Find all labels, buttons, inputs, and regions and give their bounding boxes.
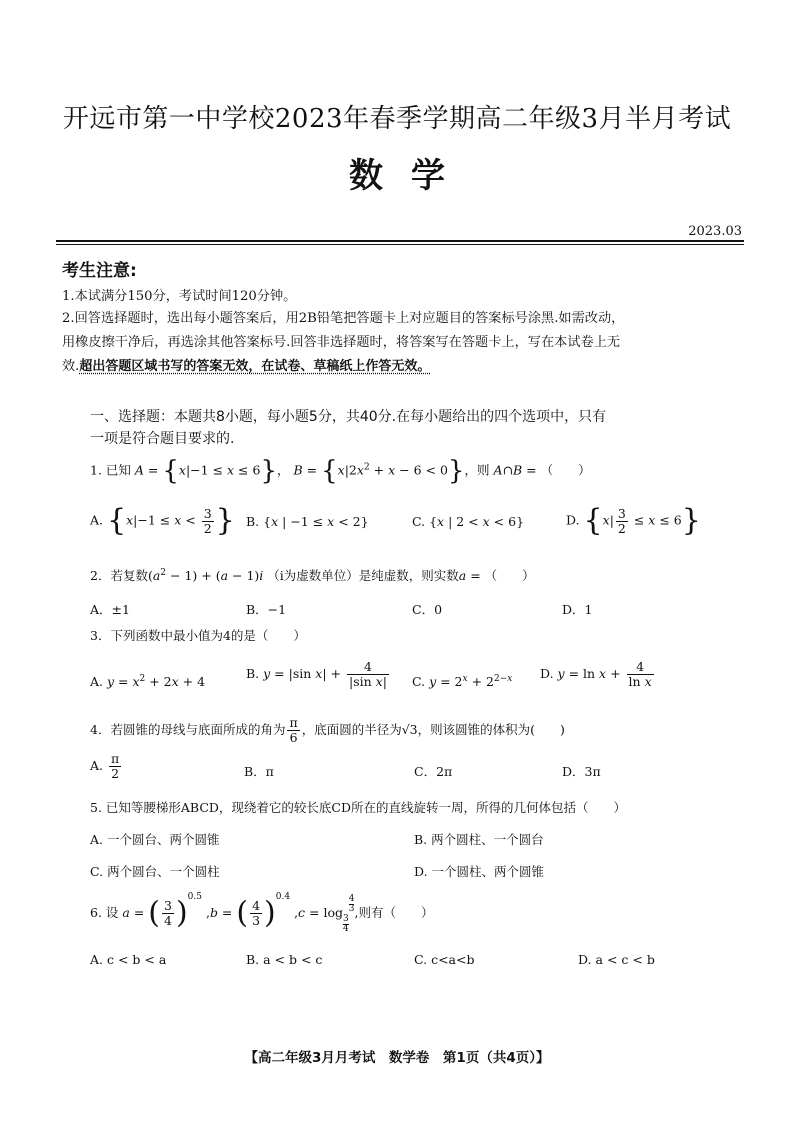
- q1-prefix: 1. 已知: [90, 462, 131, 478]
- section-line-1: 一、选择题：本题共8小题，每小题5分，共40分.在每小题给出的四个选项中，只有: [90, 409, 607, 425]
- q6-option-b: B. a < b < c: [246, 952, 323, 967]
- exam-date: 2023.03: [688, 224, 742, 239]
- subject-title: 数学: [349, 156, 473, 196]
- notice-item-2-line-2: 用橡皮擦干净后，再选涂其他答案标号.回答非选择题时，将答案写在答题卡上，写在本试卷上无: [62, 335, 621, 350]
- q1-option-d: D. {x| $\frac{3}{2}$ ≤ x ≤ 6}: [566, 503, 701, 538]
- q4-prefix: 4．若圆锥的母线与底面所成的角为: [90, 722, 286, 737]
- notice-item-1: 1.本试满分150分，考试时间120分钟。: [62, 289, 297, 304]
- section-line-2: 一项是符合题目要求的.: [90, 431, 235, 447]
- q4-option-a: A. $\frac{\pi}{2}$: [90, 751, 120, 781]
- header-divider-thick: [56, 240, 744, 242]
- question-2-stem: 2．若复数$(a^2 - 1) + (a - 1)i$ （i为虚数单位）是纯虚数，则实数a = （ ）: [90, 567, 535, 583]
- q6-end: ,则有（ ）: [354, 905, 434, 920]
- q3-option-a: A. $y = x^2 + 2x + 4$: [90, 674, 206, 690]
- q4-mid: ，底面圆的半径为: [301, 722, 402, 737]
- q2-option-d: D．1: [562, 602, 593, 617]
- q2-option-a: A．±1: [90, 602, 130, 617]
- section-one-heading: [90, 406, 730, 450]
- q5-option-b: B. 两个圆柱、一个圆台: [414, 832, 544, 847]
- q6-prefix: 6. 设: [90, 905, 119, 920]
- q2-option-c: C．0: [412, 602, 443, 617]
- q3-option-d: D. y = ln x + $\frac{4}{\text{ln x}}$: [540, 659, 652, 689]
- q6-option-d: D. a < c < b: [578, 952, 655, 967]
- q4-option-d: D．3π: [562, 764, 601, 779]
- page-footer: 【高二年级3月月考试 数学卷 第1页（共4页）】: [244, 1050, 550, 1066]
- q6-option-c: C. c<a<b: [414, 952, 475, 967]
- notice-title: 考生注意:: [62, 261, 137, 281]
- q5-option-a: A. 一个圆台、两个圆锥: [90, 832, 220, 847]
- notice-emphasis: 超出答题区域书写的答案无效，在试卷、草稿纸上作答无效。: [79, 359, 431, 374]
- q2-note: （i为虚数单位）是纯虚数，则实数: [267, 568, 459, 583]
- q1-option-c: C. {x | 2 < x < 6}: [412, 514, 525, 529]
- notice-item-2-line-3: [62, 356, 746, 378]
- q1-option-a: A. {x|−1 ≤ x < $\frac{3}{2}$ }: [90, 503, 235, 538]
- q5-option-c: C. 两个圆台、一个圆柱: [90, 864, 220, 879]
- q1-suffix: ，则: [464, 462, 490, 478]
- notice-text: 效.: [62, 359, 80, 374]
- question-6-stem: 6. 设 a = ( $\frac{3}{4}$ )$^{0.5}$ ,b = ( $\frac{4}{3}$ )$^{0.4}$ ,c = log $\frac{3}{4}$ $\frac{4}{3}$ ,则有（ ）: [90, 892, 434, 934]
- q4-end: ，则该圆锥的体积为( ): [417, 722, 565, 737]
- question-4-stem: 4．若圆锥的母线与底面所成的角为 $\frac{\pi}{6}$ ，底面圆的半径为√3，则该圆锥的体积为( ): [90, 715, 565, 745]
- q4-option-b: B．π: [244, 764, 274, 779]
- exam-title: 开远市第一中学校2023年春季学期高二年级3月半月考试: [62, 104, 732, 134]
- question-5-stem: 5. 已知等腰梯形ABCD，现绕着它的较长底CD所在的直线旋转一周，所得的几何体包括（ ）: [90, 800, 627, 815]
- q5-option-d: D. 一个圆柱、两个圆锥: [414, 864, 545, 879]
- q6-option-a: A. c < b < a: [90, 952, 167, 967]
- q1-mid: ，: [277, 462, 290, 478]
- q4-option-c: C．2π: [414, 764, 453, 779]
- q1-set-a: A: [134, 462, 144, 478]
- q3-option-b: B. y = |sin x| + $\frac{4}{\text{|sin x|}}$: [246, 659, 387, 689]
- question-1-stem: 1. 已知 A = {x|−1 ≤ x ≤ 6}， $B = \{x|2x^2 + x - 6 < 0\}$，则 A∩B = （ ）: [90, 456, 591, 486]
- q2-prefix: 2．若复数: [90, 568, 148, 583]
- header-divider-thin: [56, 244, 744, 245]
- q2-end: （ ）: [484, 568, 535, 583]
- q2-option-b: B．−1: [246, 602, 287, 617]
- q1-option-b: B. {x | −1 ≤ x < 2}: [246, 514, 369, 529]
- notice-item-2-line-1: 2.回答选择题时，选出每小题答案后，用2B铅笔把答题卡上对应题目的答案标号涂黑.如需改动，: [62, 311, 625, 326]
- q1-set-b: B: [293, 462, 303, 478]
- q3-option-c: C. $y = 2^x + 2^{2-x}$: [412, 674, 513, 690]
- question-3-stem: 3．下列函数中最小值为4的是（ ）: [90, 628, 306, 643]
- q1-end: （ ）: [540, 462, 591, 478]
